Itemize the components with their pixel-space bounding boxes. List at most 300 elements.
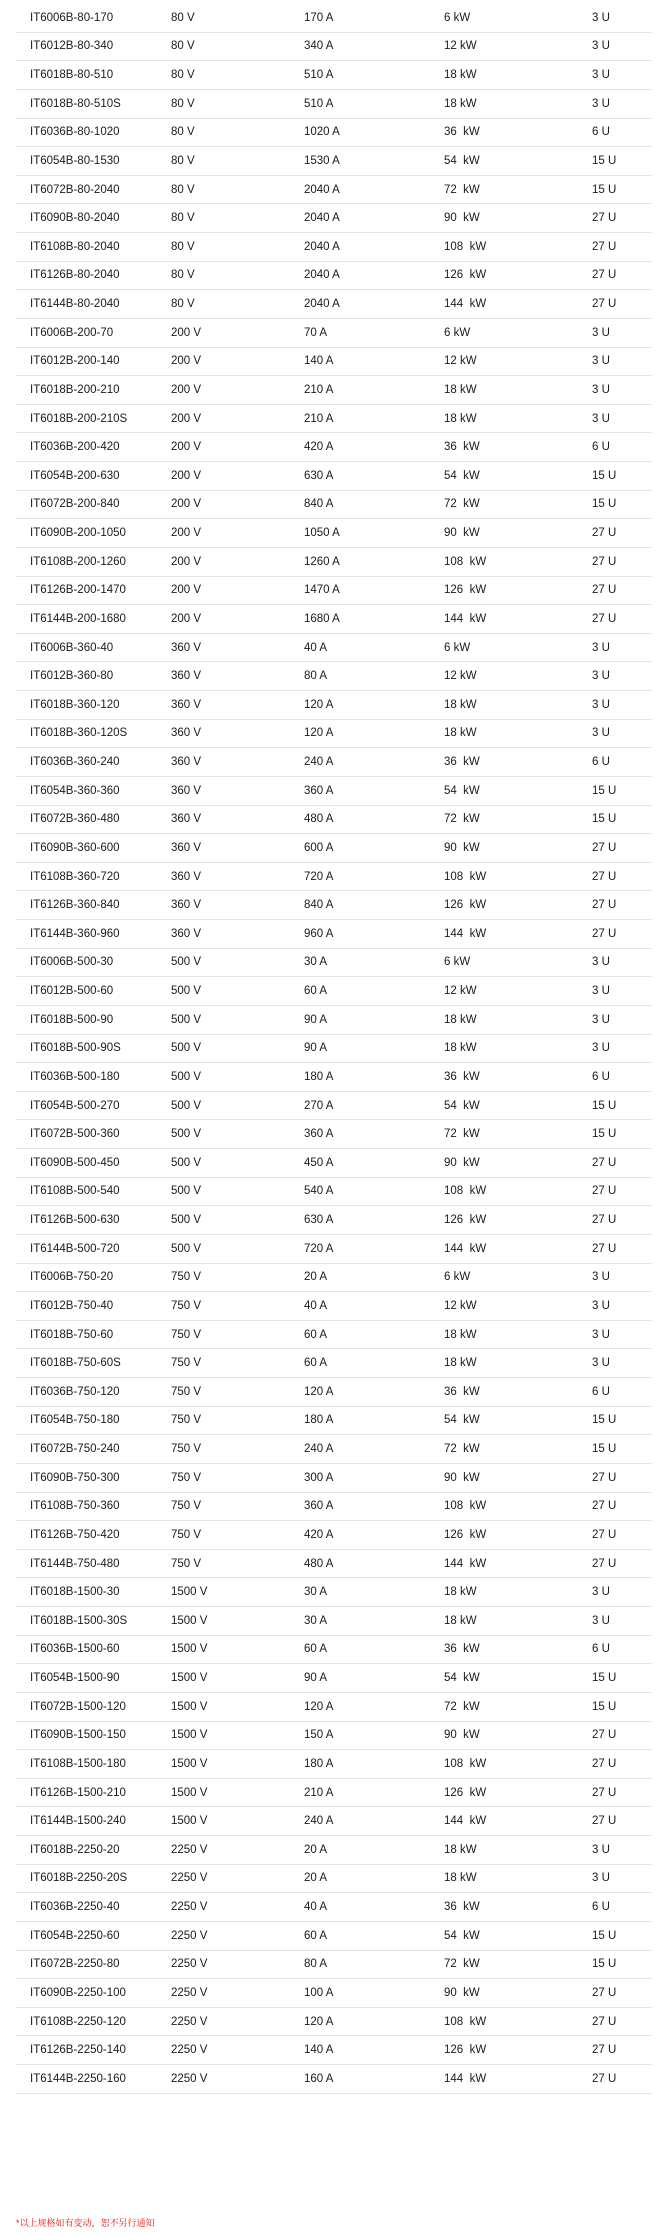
model-cell: IT6126B-500-630	[30, 1214, 120, 1227]
voltage-cell: 80 V	[171, 97, 195, 110]
power-cell: 18 kW	[444, 69, 477, 82]
size-cell: 3 U	[592, 355, 610, 368]
size-cell: 15 U	[592, 1958, 617, 1971]
size-cell: 27 U	[592, 1786, 617, 1799]
power-cell: 18 kW	[444, 97, 477, 110]
voltage-cell: 200 V	[171, 555, 202, 568]
voltage-cell: 2250 V	[171, 2015, 208, 2028]
power-cell: 6 kW	[444, 641, 471, 654]
model-cell: IT6012B-360-80	[30, 670, 114, 683]
table-row	[16, 1264, 652, 1293]
current-cell: 120 A	[304, 2015, 334, 2028]
power-cell: 144 kW	[444, 927, 487, 940]
power-cell: 90 kW	[444, 212, 480, 225]
table-row	[16, 777, 652, 806]
size-cell: 27 U	[592, 927, 617, 940]
voltage-cell: 80 V	[171, 298, 195, 311]
voltage-cell: 2250 V	[171, 2044, 208, 2057]
current-cell: 270 A	[304, 1099, 334, 1112]
size-cell: 3 U	[592, 326, 610, 339]
size-cell: 3 U	[592, 40, 610, 53]
power-cell: 18 kW	[444, 412, 477, 425]
model-cell: IT6018B-1500-30S	[30, 1614, 128, 1627]
size-cell: 27 U	[592, 584, 617, 597]
voltage-cell: 750 V	[171, 1299, 202, 1312]
table-row	[16, 1521, 652, 1550]
model-cell: IT6126B-200-1470	[30, 584, 126, 597]
size-cell: 27 U	[592, 870, 617, 883]
model-cell: IT6108B-2250-120	[30, 2015, 126, 2028]
power-cell: 18 kW	[444, 1357, 477, 1370]
size-cell: 3 U	[592, 69, 610, 82]
current-cell: 240 A	[304, 1443, 334, 1456]
table-row	[16, 1664, 652, 1693]
size-cell: 27 U	[592, 2015, 617, 2028]
table-row	[16, 1807, 652, 1836]
table-row	[16, 233, 652, 262]
current-cell: 720 A	[304, 870, 334, 883]
size-cell: 6 U	[592, 126, 610, 139]
footnote: *以上规格如有变动，恕不另行通知	[16, 2218, 155, 2228]
voltage-cell: 2250 V	[171, 1843, 208, 1856]
current-cell: 60 A	[304, 985, 328, 998]
current-cell: 40 A	[304, 1299, 328, 1312]
table-row	[16, 1636, 652, 1665]
voltage-cell: 1500 V	[171, 1672, 208, 1685]
power-cell: 36 kW	[444, 441, 480, 454]
table-row	[16, 1836, 652, 1865]
current-cell: 420 A	[304, 441, 334, 454]
size-cell: 27 U	[592, 2044, 617, 2057]
current-cell: 20 A	[304, 1271, 328, 1284]
voltage-cell: 500 V	[171, 1156, 202, 1169]
voltage-cell: 500 V	[171, 1070, 202, 1083]
table-row	[16, 1464, 652, 1493]
size-cell: 27 U	[592, 841, 617, 854]
size-cell: 15 U	[592, 498, 617, 511]
size-cell: 3 U	[592, 698, 610, 711]
size-cell: 6 U	[592, 1385, 610, 1398]
size-cell: 6 U	[592, 1643, 610, 1656]
model-cell: IT6036B-2250-40	[30, 1901, 120, 1914]
table-row	[16, 748, 652, 777]
current-cell: 360 A	[304, 1128, 334, 1141]
table-row	[16, 1092, 652, 1121]
model-cell: IT6006B-360-40	[30, 641, 114, 654]
model-cell: IT6054B-500-270	[30, 1099, 120, 1112]
table-row	[16, 949, 652, 978]
voltage-cell: 1500 V	[171, 1700, 208, 1713]
model-cell: IT6036B-200-420	[30, 441, 120, 454]
model-cell: IT6018B-2250-20S	[30, 1872, 128, 1885]
model-cell: IT6072B-200-840	[30, 498, 120, 511]
current-cell: 60 A	[304, 1929, 328, 1942]
table-row	[16, 2065, 652, 2094]
power-cell: 6 kW	[444, 1271, 471, 1284]
model-cell: IT6144B-2250-160	[30, 2072, 126, 2085]
model-cell: IT6126B-1500-210	[30, 1786, 126, 1799]
power-cell: 108 kW	[444, 240, 487, 253]
table-row	[16, 1321, 652, 1350]
table-row	[16, 863, 652, 892]
table-row	[16, 519, 652, 548]
power-cell: 144 kW	[444, 1815, 487, 1828]
voltage-cell: 200 V	[171, 469, 202, 482]
power-cell: 108 kW	[444, 2015, 487, 2028]
current-cell: 30 A	[304, 1586, 328, 1599]
voltage-cell: 200 V	[171, 498, 202, 511]
power-cell: 108 kW	[444, 1757, 487, 1770]
size-cell: 27 U	[592, 240, 617, 253]
model-cell: IT6054B-200-630	[30, 469, 120, 482]
size-cell: 15 U	[592, 1414, 617, 1427]
model-cell: IT6144B-750-480	[30, 1557, 120, 1570]
current-cell: 40 A	[304, 641, 328, 654]
size-cell: 15 U	[592, 1128, 617, 1141]
model-cell: IT6036B-360-240	[30, 756, 120, 769]
voltage-cell: 200 V	[171, 355, 202, 368]
voltage-cell: 80 V	[171, 40, 195, 53]
power-cell: 18 kW	[444, 1328, 477, 1341]
current-cell: 30 A	[304, 1614, 328, 1627]
model-cell: IT6144B-500-720	[30, 1242, 120, 1255]
current-cell: 1050 A	[304, 527, 340, 540]
power-cell: 54 kW	[444, 1414, 480, 1427]
voltage-cell: 360 V	[171, 756, 202, 769]
power-cell: 126 kW	[444, 584, 487, 597]
table-row	[16, 662, 652, 691]
power-cell: 12 kW	[444, 1299, 477, 1312]
current-cell: 140 A	[304, 2044, 334, 2057]
size-cell: 15 U	[592, 1443, 617, 1456]
table-row	[16, 1779, 652, 1808]
model-cell: IT6072B-500-360	[30, 1128, 120, 1141]
power-cell: 126 kW	[444, 1786, 487, 1799]
table-row	[16, 634, 652, 663]
power-cell: 72 kW	[444, 1700, 480, 1713]
power-cell: 54 kW	[444, 1099, 480, 1112]
model-cell: IT6126B-2250-140	[30, 2044, 126, 2057]
power-cell: 18 kW	[444, 1586, 477, 1599]
size-cell: 15 U	[592, 1099, 617, 1112]
power-cell: 108 kW	[444, 555, 487, 568]
table-row	[16, 1349, 652, 1378]
size-cell: 3 U	[592, 1843, 610, 1856]
model-cell: IT6108B-360-720	[30, 870, 120, 883]
model-cell: IT6036B-80-1020	[30, 126, 120, 139]
voltage-cell: 360 V	[171, 727, 202, 740]
voltage-cell: 750 V	[171, 1357, 202, 1370]
current-cell: 630 A	[304, 1214, 334, 1227]
model-cell: IT6012B-80-340	[30, 40, 114, 53]
table-row	[16, 405, 652, 434]
voltage-cell: 200 V	[171, 441, 202, 454]
table-row	[16, 433, 652, 462]
voltage-cell: 80 V	[171, 240, 195, 253]
power-cell: 108 kW	[444, 1185, 487, 1198]
size-cell: 3 U	[592, 1872, 610, 1885]
current-cell: 2040 A	[304, 212, 340, 225]
size-cell: 6 U	[592, 756, 610, 769]
table-row	[16, 1435, 652, 1464]
size-cell: 3 U	[592, 383, 610, 396]
current-cell: 1530 A	[304, 154, 340, 167]
current-cell: 1680 A	[304, 612, 340, 625]
current-cell: 40 A	[304, 1901, 328, 1914]
model-cell: IT6018B-750-60S	[30, 1357, 121, 1370]
power-cell: 90 kW	[444, 527, 480, 540]
table-row	[16, 376, 652, 405]
power-cell: 72 kW	[444, 1443, 480, 1456]
model-cell: IT6036B-750-120	[30, 1385, 120, 1398]
size-cell: 15 U	[592, 154, 617, 167]
size-cell: 15 U	[592, 469, 617, 482]
current-cell: 360 A	[304, 784, 334, 797]
current-cell: 120 A	[304, 698, 334, 711]
size-cell: 27 U	[592, 555, 617, 568]
current-cell: 960 A	[304, 927, 334, 940]
power-cell: 126 kW	[444, 899, 487, 912]
power-cell: 126 kW	[444, 1214, 487, 1227]
size-cell: 3 U	[592, 1013, 610, 1026]
size-cell: 27 U	[592, 1214, 617, 1227]
power-cell: 54 kW	[444, 469, 480, 482]
size-cell: 3 U	[592, 11, 610, 24]
model-cell: IT6012B-750-40	[30, 1299, 114, 1312]
table-row	[16, 147, 652, 176]
power-cell: 72 kW	[444, 1128, 480, 1141]
size-cell: 15 U	[592, 1672, 617, 1685]
table-row	[16, 262, 652, 291]
model-cell: IT6018B-2250-20	[30, 1843, 120, 1856]
voltage-cell: 360 V	[171, 698, 202, 711]
size-cell: 3 U	[592, 412, 610, 425]
voltage-cell: 80 V	[171, 269, 195, 282]
model-cell: IT6126B-360-840	[30, 899, 120, 912]
model-cell: IT6006B-80-170	[30, 11, 114, 24]
size-cell: 3 U	[592, 727, 610, 740]
table-row	[16, 90, 652, 119]
current-cell: 360 A	[304, 1500, 334, 1513]
table-row	[16, 891, 652, 920]
power-cell: 36 kW	[444, 1385, 480, 1398]
voltage-cell: 2250 V	[171, 1958, 208, 1971]
size-cell: 3 U	[592, 670, 610, 683]
current-cell: 170 A	[304, 11, 334, 24]
table-row	[16, 1407, 652, 1436]
model-cell: IT6090B-360-600	[30, 841, 120, 854]
model-cell: IT6036B-500-180	[30, 1070, 120, 1083]
model-cell: IT6054B-750-180	[30, 1414, 120, 1427]
power-cell: 18 kW	[444, 1843, 477, 1856]
table-row	[16, 33, 652, 62]
model-cell: IT6108B-200-1260	[30, 555, 126, 568]
table-row	[16, 1922, 652, 1951]
table-row	[16, 1006, 652, 1035]
model-cell: IT6126B-80-2040	[30, 269, 120, 282]
table-row	[16, 176, 652, 205]
table-row	[16, 491, 652, 520]
voltage-cell: 80 V	[171, 126, 195, 139]
model-cell: IT6090B-1500-150	[30, 1729, 126, 1742]
current-cell: 480 A	[304, 813, 334, 826]
size-cell: 27 U	[592, 1528, 617, 1541]
power-cell: 12 kW	[444, 670, 477, 683]
model-cell: IT6144B-200-1680	[30, 612, 126, 625]
size-cell: 15 U	[592, 813, 617, 826]
current-cell: 140 A	[304, 355, 334, 368]
size-cell: 27 U	[592, 1185, 617, 1198]
size-cell: 3 U	[592, 1357, 610, 1370]
current-cell: 840 A	[304, 899, 334, 912]
table-row	[16, 119, 652, 148]
power-cell: 36 kW	[444, 126, 480, 139]
table-row	[16, 1063, 652, 1092]
power-cell: 90 kW	[444, 1729, 480, 1742]
power-cell: 18 kW	[444, 1013, 477, 1026]
table-row	[16, 1893, 652, 1922]
current-cell: 630 A	[304, 469, 334, 482]
voltage-cell: 750 V	[171, 1271, 202, 1284]
size-cell: 27 U	[592, 1242, 617, 1255]
table-row	[16, 4, 652, 33]
power-cell: 144 kW	[444, 1242, 487, 1255]
table-row	[16, 348, 652, 377]
model-cell: IT6054B-2250-60	[30, 1929, 120, 1942]
model-cell: IT6090B-750-300	[30, 1471, 120, 1484]
current-cell: 240 A	[304, 1815, 334, 1828]
power-cell: 90 kW	[444, 1471, 480, 1484]
table-row	[16, 605, 652, 634]
power-cell: 36 kW	[444, 1070, 480, 1083]
current-cell: 2040 A	[304, 183, 340, 196]
voltage-cell: 360 V	[171, 927, 202, 940]
power-cell: 90 kW	[444, 841, 480, 854]
current-cell: 600 A	[304, 841, 334, 854]
model-cell: IT6018B-360-120S	[30, 727, 128, 740]
size-cell: 3 U	[592, 1271, 610, 1284]
power-cell: 126 kW	[444, 1528, 487, 1541]
size-cell: 3 U	[592, 1299, 610, 1312]
voltage-cell: 200 V	[171, 527, 202, 540]
voltage-cell: 1500 V	[171, 1586, 208, 1599]
current-cell: 420 A	[304, 1528, 334, 1541]
power-cell: 6 kW	[444, 956, 471, 969]
table-row	[16, 1149, 652, 1178]
current-cell: 240 A	[304, 756, 334, 769]
current-cell: 180 A	[304, 1070, 334, 1083]
current-cell: 90 A	[304, 1013, 328, 1026]
current-cell: 2040 A	[304, 298, 340, 311]
table-row	[16, 720, 652, 749]
current-cell: 30 A	[304, 956, 328, 969]
voltage-cell: 200 V	[171, 584, 202, 597]
voltage-cell: 500 V	[171, 1185, 202, 1198]
voltage-cell: 750 V	[171, 1443, 202, 1456]
model-cell: IT6018B-80-510	[30, 69, 114, 82]
model-cell: IT6006B-750-20	[30, 1271, 114, 1284]
table-row	[16, 1550, 652, 1579]
size-cell: 27 U	[592, 1729, 617, 1742]
size-cell: 27 U	[592, 1757, 617, 1770]
voltage-cell: 360 V	[171, 899, 202, 912]
size-cell: 27 U	[592, 1815, 617, 1828]
power-cell: 54 kW	[444, 154, 480, 167]
model-cell: IT6018B-1500-30	[30, 1586, 120, 1599]
current-cell: 340 A	[304, 40, 334, 53]
current-cell: 60 A	[304, 1357, 328, 1370]
size-cell: 3 U	[592, 985, 610, 998]
table-row	[16, 920, 652, 949]
size-cell: 27 U	[592, 269, 617, 282]
current-cell: 70 A	[304, 326, 328, 339]
voltage-cell: 1500 V	[171, 1815, 208, 1828]
model-cell: IT6036B-1500-60	[30, 1643, 120, 1656]
table-row	[16, 806, 652, 835]
model-cell: IT6108B-500-540	[30, 1185, 120, 1198]
voltage-cell: 200 V	[171, 326, 202, 339]
voltage-cell: 500 V	[171, 956, 202, 969]
current-cell: 2040 A	[304, 269, 340, 282]
power-cell: 72 kW	[444, 183, 480, 196]
power-cell: 18 kW	[444, 1614, 477, 1627]
table-row	[16, 548, 652, 577]
current-cell: 450 A	[304, 1156, 334, 1169]
model-cell: IT6090B-2250-100	[30, 1986, 126, 1999]
table-row	[16, 1607, 652, 1636]
current-cell: 120 A	[304, 1385, 334, 1398]
size-cell: 3 U	[592, 1586, 610, 1599]
model-cell: IT6018B-80-510S	[30, 97, 121, 110]
power-cell: 6 kW	[444, 11, 471, 24]
model-cell: IT6072B-1500-120	[30, 1700, 126, 1713]
current-cell: 210 A	[304, 1786, 334, 1799]
table-row	[16, 1235, 652, 1264]
size-cell: 6 U	[592, 441, 610, 454]
table-row	[16, 204, 652, 233]
voltage-cell: 1500 V	[171, 1757, 208, 1770]
voltage-cell: 80 V	[171, 11, 195, 24]
voltage-cell: 360 V	[171, 813, 202, 826]
model-cell: IT6018B-360-120	[30, 698, 120, 711]
current-cell: 720 A	[304, 1242, 334, 1255]
power-cell: 54 kW	[444, 1672, 480, 1685]
current-cell: 160 A	[304, 2072, 334, 2085]
power-cell: 18 kW	[444, 1042, 477, 1055]
table-row	[16, 1378, 652, 1407]
voltage-cell: 750 V	[171, 1385, 202, 1398]
power-cell: 72 kW	[444, 813, 480, 826]
power-cell: 108 kW	[444, 870, 487, 883]
current-cell: 480 A	[304, 1557, 334, 1570]
size-cell: 27 U	[592, 298, 617, 311]
table-row	[16, 1578, 652, 1607]
power-cell: 144 kW	[444, 298, 487, 311]
power-cell: 72 kW	[444, 498, 480, 511]
current-cell: 840 A	[304, 498, 334, 511]
size-cell: 27 U	[592, 1471, 617, 1484]
voltage-cell: 1500 V	[171, 1786, 208, 1799]
table-row	[16, 1178, 652, 1207]
current-cell: 180 A	[304, 1757, 334, 1770]
size-cell: 27 U	[592, 1156, 617, 1169]
size-cell: 15 U	[592, 784, 617, 797]
current-cell: 1470 A	[304, 584, 340, 597]
power-cell: 36 kW	[444, 1901, 480, 1914]
table-row	[16, 2008, 652, 2037]
model-cell: IT6006B-200-70	[30, 326, 114, 339]
power-cell: 18 kW	[444, 1872, 477, 1885]
